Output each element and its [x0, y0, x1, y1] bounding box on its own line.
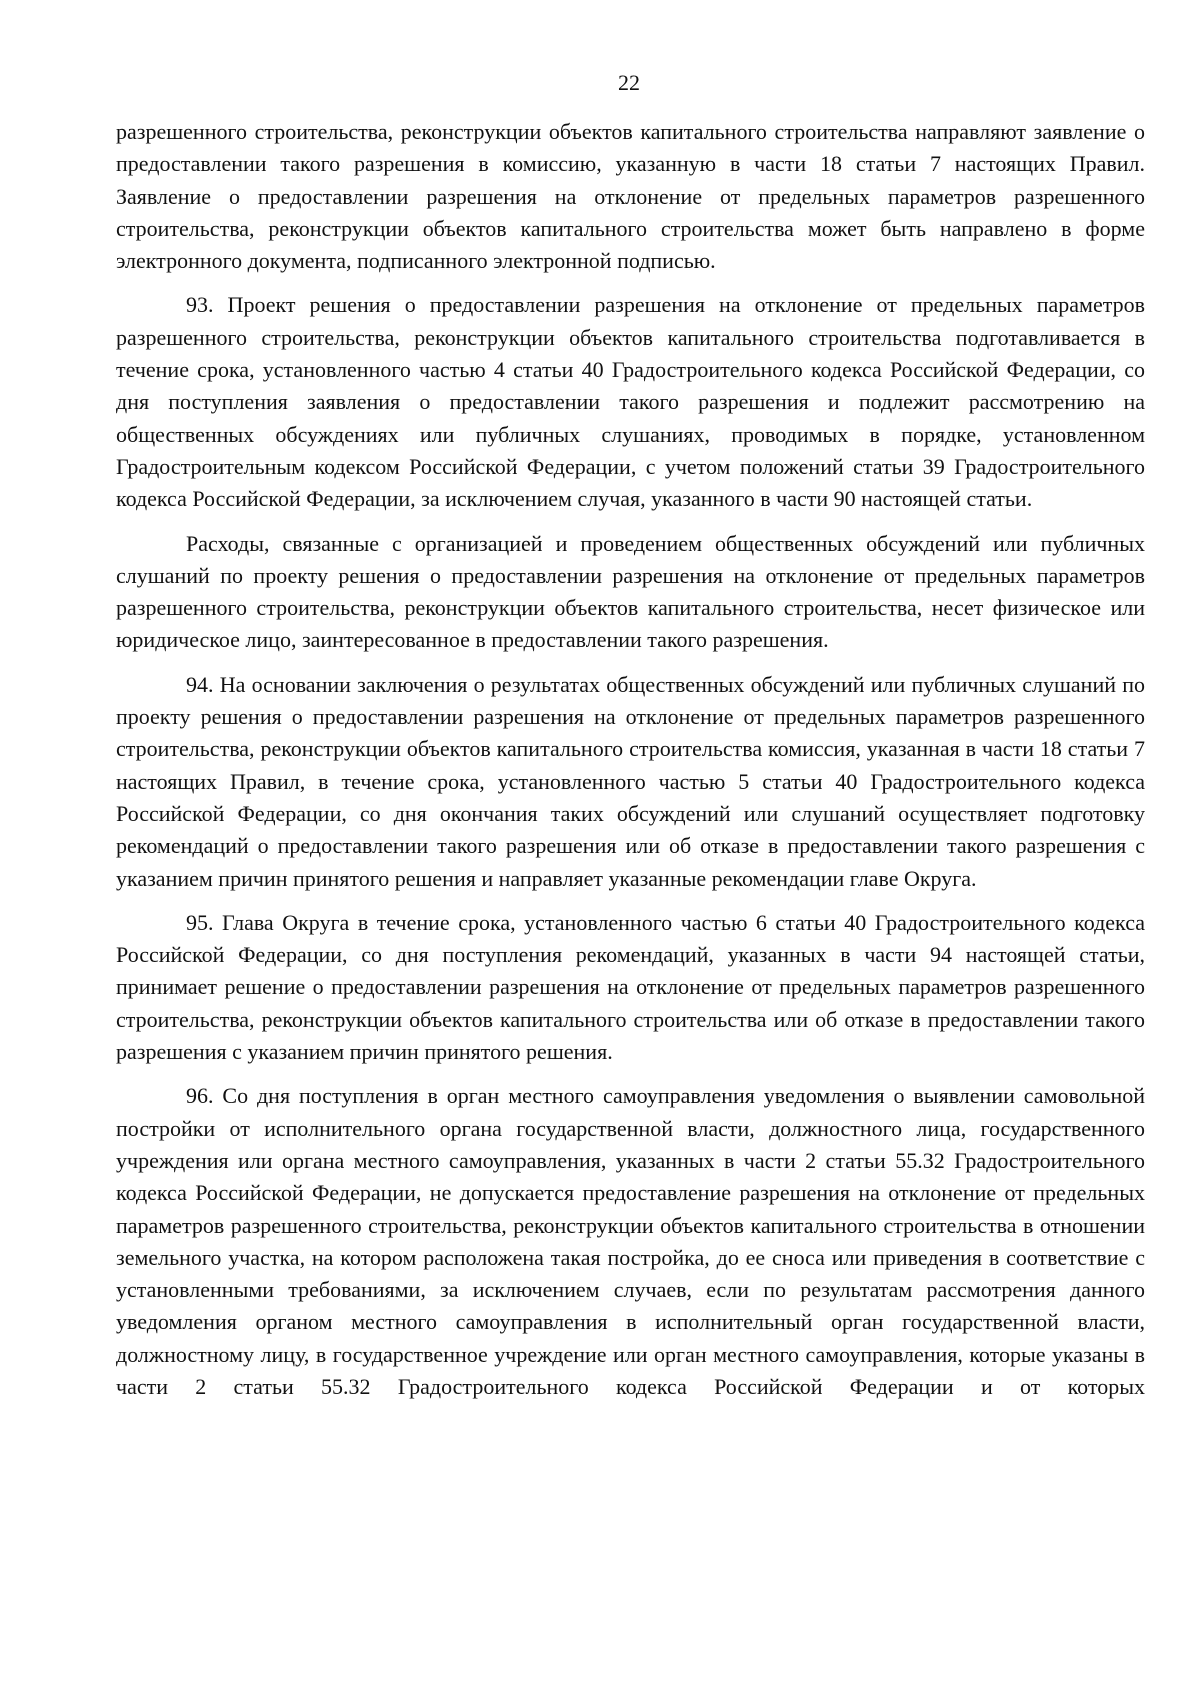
paragraph-93-expenses: Расходы, связанные с организацией и проведением общественных обсуждений или публичных слушаний по проекту решения о предоставлении разрешения на отклонение от предельных параметров разрешенного строительства, реконструкции объектов капитального строительства, несет физическое или юридическое лицо, заинтересованное в предоставлении такого разрешения. [116, 530, 1145, 653]
page-number: 22 [618, 70, 640, 95]
paragraph-96: 96. Со дня поступления в орган местного самоуправления уведомления о выявлении самовольной постройки от исполнительного органа государственной власти, должностного лица, государственного учреждения или органа местного самоуправления, указанных в части 2 статьи 55.32 Градостроительного кодекса Российской Федерации, не допускается предоставление разрешения на отклонение от предельных параметров разрешенного строительства, реконструкции объектов капитального строительства в отношении земельного участка, на котором расположена такая постройка, до ее сноса или приведения в соответствие с установленными требованиями, за исключением случаев, если по результатам рассмотрения данного уведомления органом местного самоуправления в исполнительный орган государственной власти, должностному лицу, в государственное учреждение или орган местного самоуправления, которые указаны в части 2 статьи 55.32 Градостроительного кодекса Российской Федерации и от которых [116, 1083, 1145, 1399]
paragraph-continuation: разрешенного строительства, реконструкции объектов капитального строительства направляют заявление о предоставлении такого разрешения в комиссию, указанную в части 18 статьи 7 настоящих Правил. Заявление о предоставлении разрешения на отклонение от предельных параметров разрешенного строительства, реконструкции объектов капитального строительства может быть направлено в форме электронного документа, подписанного электронной подписью. [116, 119, 1145, 274]
paragraph-94: 94. На основании заключения о результатах общественных обсуждений или публичных слушаний по проекту решения о предоставлении разрешения на отклонение от предельных параметров разрешенного строительства, реконструкции объектов капитального строительства комиссия, указанная в части 18 статьи 7 настоящих Правил, в течение срока, установленного частью 5 статьи 40 Градостроительного кодекса Российской Федерации, со дня окончания таких обсуждений или слушаний осуществляет подготовку рекомендаций о предоставлении такого разрешения или об отказе в предоставлении такого разрешения с указанием причин принятого решения и направляет указанные рекомендации главе Округа. [116, 671, 1145, 891]
paragraph-95: 95. Глава Округа в течение срока, установленного частью 6 статьи 40 Градостроительного кодекса Российской Федерации, со дня поступления рекомендаций, указанных в части 94 настоящей статьи, принимает решение о предоставлении разрешения на отклонение от предельных параметров разрешенного строительства, реконструкции объектов капитального строительства или об отказе в предоставлении такого разрешения с указанием причин принятого решения. [116, 909, 1145, 1065]
paragraph-93: 93. Проект решения о предоставлении разрешения на отклонение от предельных параметров разрешенного строительства, реконструкции объектов капитального строительства подготавливается в течение срока, установленного частью 4 статьи 40 Градостроительного кодекса Российской Федерации, со дня поступления заявления о предоставлении такого разрешения и подлежит рассмотрению на общественных обсуждениях или публичных слушаниях, проводимых в порядке, установленном Градостроительным кодексом Российской Федерации, с учетом положений статьи 39 Градостроительного кодекса Российской Федерации, за исключением случая, указанного в части 90 настоящей статьи. [116, 292, 1145, 512]
document-body [116, 116, 1145, 1415]
